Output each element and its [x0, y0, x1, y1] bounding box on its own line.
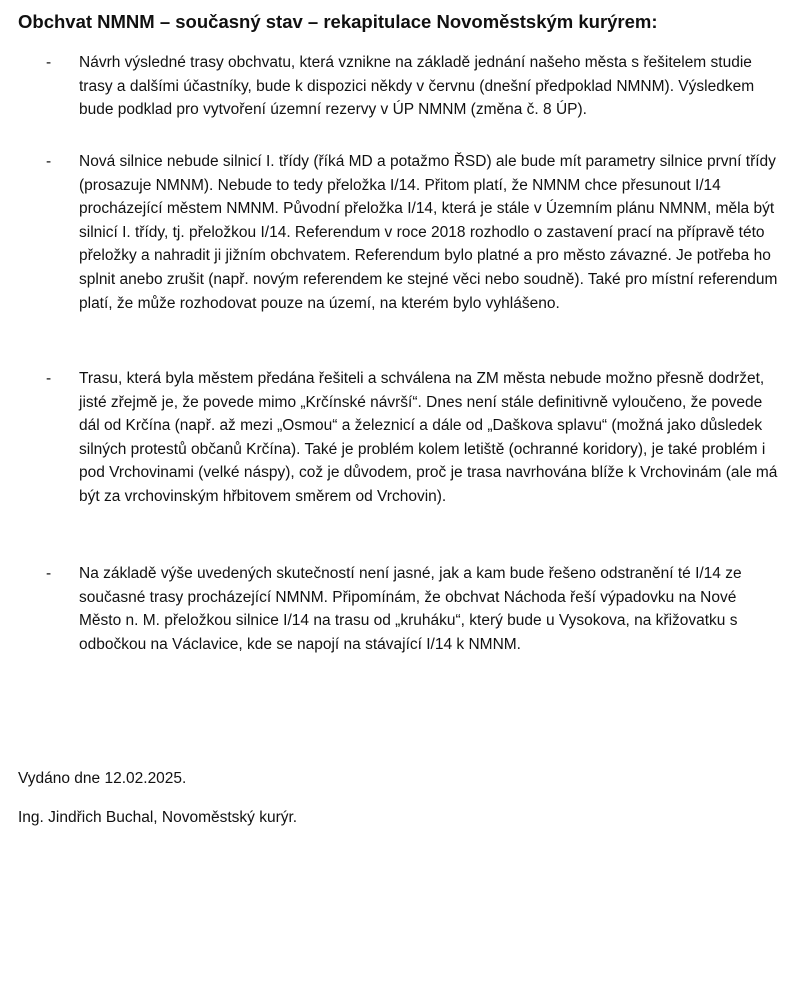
list-item-text: Nová silnice nebude silnicí I. třídy (říká MD a potažmo ŘSD) ale bude mít parametry silnice první třídy (prosazuje NMNM). Nebude to tedy přeložka I/14. Přitom platí, že NMNM chce přesunout I/14 procházející městem NMNM. Původní přeložka I/14, která je stále v Územním plánu NMNM, měla být silnicí I. třídy, tj. přeložkou I/14. Referendum v roce 2018 rozhodlo o zastavení prací na přípravě této přeložky a nahradit ji jižním obchvatem. Referendum bylo platné a pro město závazné. Je potřeba ho splnit anebo zrušit (např. novým referendem ke stejné věci nebo soudně). Také pro místní referendum platí, že může rozhodovat pouze na území, na kterém bylo vyhlášeno.	[79, 153, 778, 312]
list-bullet: -	[46, 565, 52, 582]
list-item-text: Návrh výsledné trasy obchvatu, která vznikne na základě jednání našeho města s řešitelem studie trasy a dalšími účastníky, bude k dispozici někdy v červnu (dnešní předpoklad NMNM). Výsledkem bude podklad pro vytvoření územní rezervy v ÚP NMNM (změna č. 8 ÚP).	[79, 54, 755, 119]
list-bullet: -	[46, 370, 52, 387]
document-title: Obchvat NMNM – současný stav – rekapitulace Novoměstským kurýrem:	[18, 11, 658, 32]
list-bullet: -	[46, 153, 52, 170]
issued-date: Vydáno dne 12.02.2025.	[18, 770, 187, 787]
list-item-text: Trasu, která byla městem předána řešiteli a schválena na ZM města nebude možno přesně dodržet, jisté zřejmě je, že povede mimo „Krčínské návrší“. Dnes není stále definitivně vyloučeno, že povede dál od Krčína (např. až mezi „Osmou“ a železnicí a dále od „Daškova splavu“ (možná jako důsledek silných protestů občanů Krčína). Také je problém kolem letiště (ochranné koridory), je také problém i pod Vrchovinami (velké náspy), což je důvodem, proč je trasa navrhována blíže k Vrchovinám (ale má být za vrchovinským hřbitovem směrem od Vrchovin).	[79, 370, 778, 505]
author-signature: Ing. Jindřich Buchal, Novoměstský kurýr.	[18, 809, 298, 826]
list-item-text: Na základě výše uvedených skutečností není jasné, jak a kam bude řešeno odstranění té I/14 ze současné trasy procházející NMNM. Připomínám, že obchvat Náchoda řeší výpadovku na Nové Město n. M. přeložkou silnice I/14 na trasu od „kruháku“, který bude u Vysokova, na křižovatku s odbočkou na Václavice, kde se napojí na stávající I/14 k NMNM.	[79, 565, 742, 653]
list-bullet: -	[46, 54, 52, 71]
